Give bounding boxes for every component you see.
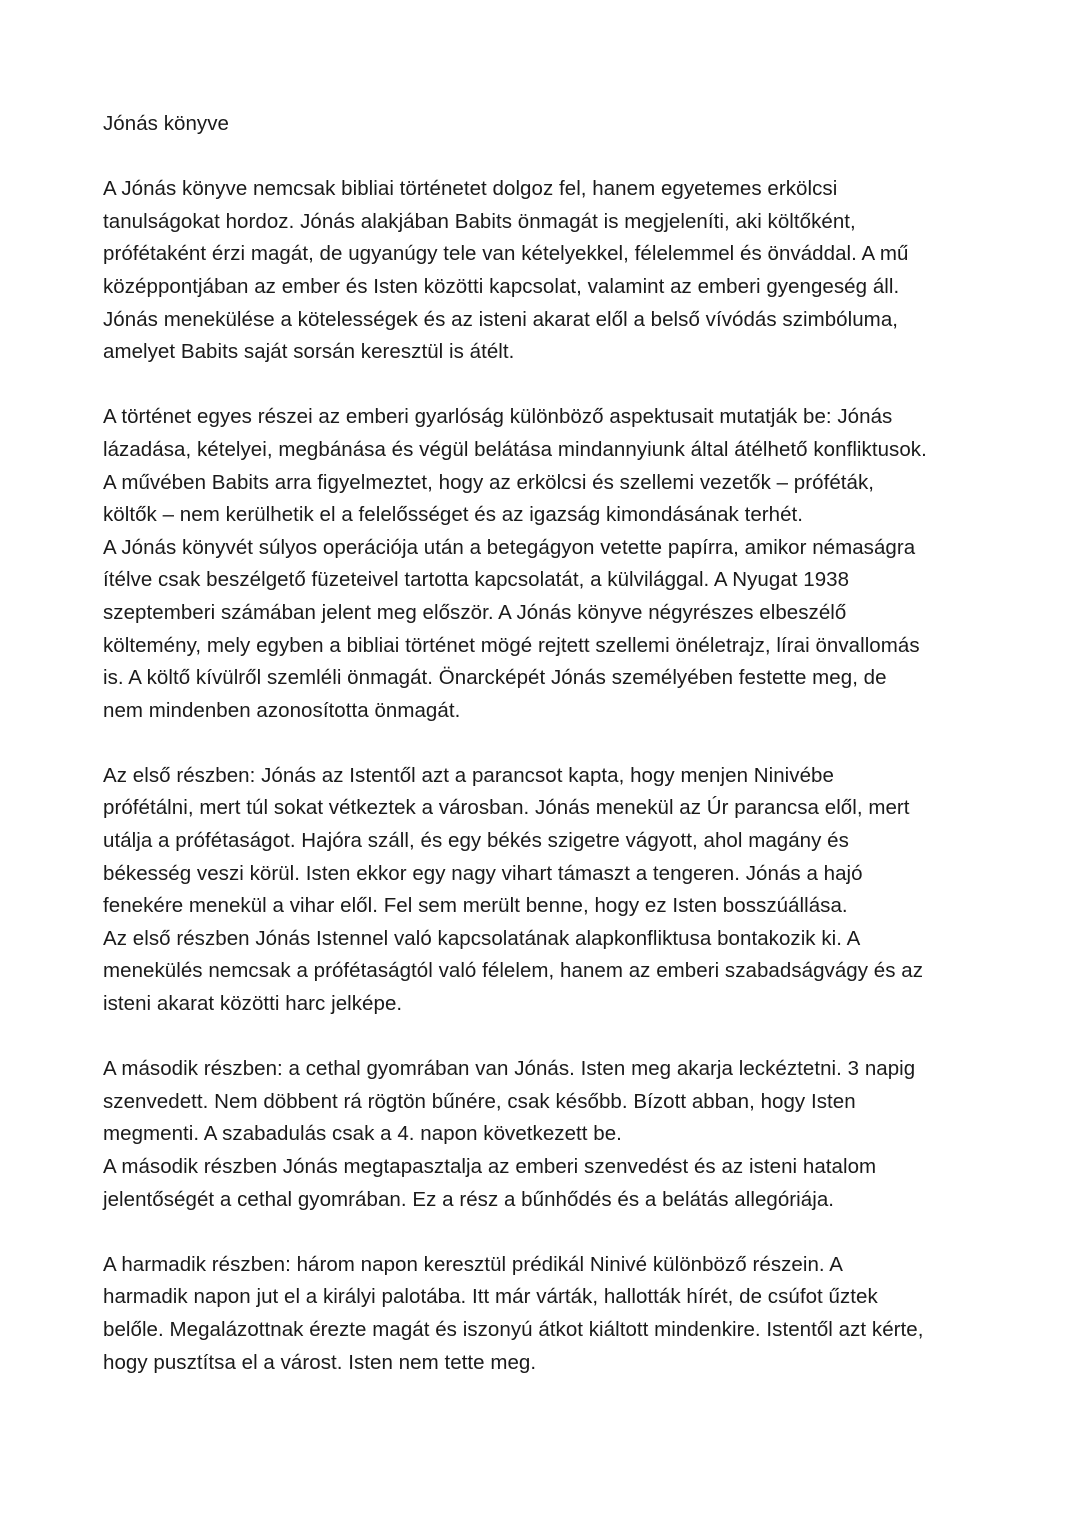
text-line: Jónás menekülése a kötelességek és az isteni akarat elől a belső vívódás szimbóluma, (103, 307, 899, 331)
text-line: tanulságokat hordoz. Jónás alakjában Babits önmagát is megjeleníti, aki költőként, (103, 209, 856, 233)
text-line: prófétaként érzi magát, de ugyanúgy tele van kételyekkel, félelemmel és önváddal. A mű (103, 242, 909, 266)
text-line: költemény, mely egyben a bibliai történet mögé rejtett szellemi önéletrajz, lírai önvallomás (103, 633, 920, 657)
text-line: belőle. Megalázottnak érezte magát és iszonyú átkot kiáltott mindenkire. Istentől azt kérte, (103, 1317, 924, 1341)
text-line: nem mindenben azonosította önmagát. (103, 698, 461, 722)
paragraph-gap (103, 727, 1003, 760)
text-line: Az első részben: Jónás az Istentől azt a parancsot kapta, hogy menjen Ninivébe (103, 763, 834, 787)
text-line: hogy pusztítsa el a várost. Isten nem tette meg. (103, 1350, 537, 1374)
text-line: Az első részben Jónás Istennel való kapcsolatának alapkonfliktusa bontakozik ki. A (103, 926, 861, 950)
text-line: fenekére menekül a vihar elől. Fel sem merült benne, hogy ez Isten bosszúállása. (103, 894, 848, 918)
text-line: A második részben Jónás megtapasztalja az emberi szenvedést és az isteni hatalom (103, 1155, 877, 1178)
paragraph-aspects (103, 401, 1003, 727)
text-line: ítélve csak beszélgető füzeteivel tartotta kapcsolatát, a külvilággal. A Nyugat 1938 (103, 568, 850, 592)
text-line: utálja a prófétaságot. Hajóra száll, és egy békés szigetre vágyott, ahol magány és (103, 829, 849, 853)
text-line: megmenti. A szabadulás csak a 4. napon következett be. (103, 1122, 622, 1146)
text-line: A történet egyes részei az emberi gyarlóság különböző aspektusait mutatják be: Jónás (103, 405, 893, 429)
text-line: szeptemberi számában jelent meg először. A Jónás könyve négyrészes elbeszélő (103, 600, 847, 624)
paragraph-gap (103, 1021, 1003, 1054)
text-line: menekülés nemcsak a prófétaságtól való félelem, hanem az emberi szabadságvágy és az (103, 959, 924, 983)
text-line: harmadik napon jut el a királyi palotába. Itt már várták, hallották hírét, de csúfot űztek (103, 1285, 878, 1309)
text-line: A művében Babits arra figyelmeztet, hogy az erkölcsi és szellemi vezetők – próféták, (103, 470, 875, 494)
text-line: A Jónás könyve nemcsak bibliai történetet dolgoz fel, hanem egyetemes erkölcsi (103, 177, 838, 201)
text-line: lázadása, kételyei, megbánása és végül belátása mindannyiunk által átélhető konfliktusok. (103, 437, 927, 461)
text-line: középpontjában az ember és Isten közötti kapcsolat, valamint az emberi gyengeség áll. (103, 274, 900, 298)
text-line: A Jónás könyvét súlyos operációja után a betegágyon vetette papírra, amikor némaságra (103, 535, 916, 559)
text-line: költők – nem kerülhetik el a felelősséget és az igazság kimondásának terhét. (103, 503, 804, 527)
text-line: isteni akarat közötti harc jelképe. (103, 992, 403, 1016)
paragraph-intro (103, 173, 1003, 369)
paragraph-part-one (103, 760, 1003, 1021)
text-line: prófétálni, mert túl sokat vétkeztek a városban. Jónás menekül az Úr parancsa elől, mert (103, 796, 910, 820)
document-page (103, 108, 1003, 1379)
text-line: is. A költő kívülről szemléli önmagát. Önarcképét Jónás személyében festette meg, de (103, 666, 887, 690)
paragraph-part-three (103, 1249, 1003, 1379)
text-line: A második részben: a cethal gyomrában van Jónás. Isten meg akarja leckéztetni. 3 napig (103, 1057, 916, 1081)
text-line: amelyet Babits saját sorsán keresztül is átélt. (103, 340, 515, 364)
document-title: Jónás könyve (103, 112, 229, 135)
paragraph-gap (103, 369, 1003, 402)
text-line: szenvedett. Nem döbbent rá rögtön bűnére, csak később. Bízott abban, hogy Isten (103, 1089, 856, 1113)
text-line: békesség veszi körül. Isten ekkor egy nagy vihart támaszt a tengeren. Jónás a hajó (103, 861, 863, 885)
paragraph-gap (103, 1216, 1003, 1249)
text-line: jelentőségét a cethal gyomrában. Ez a rész a bűnhődés és a belátás allegóriája. (103, 1187, 835, 1211)
text-line: A harmadik részben: három napon keresztül prédikál Ninivé különböző részein. A (103, 1252, 844, 1276)
paragraph-part-two (103, 1053, 1003, 1216)
